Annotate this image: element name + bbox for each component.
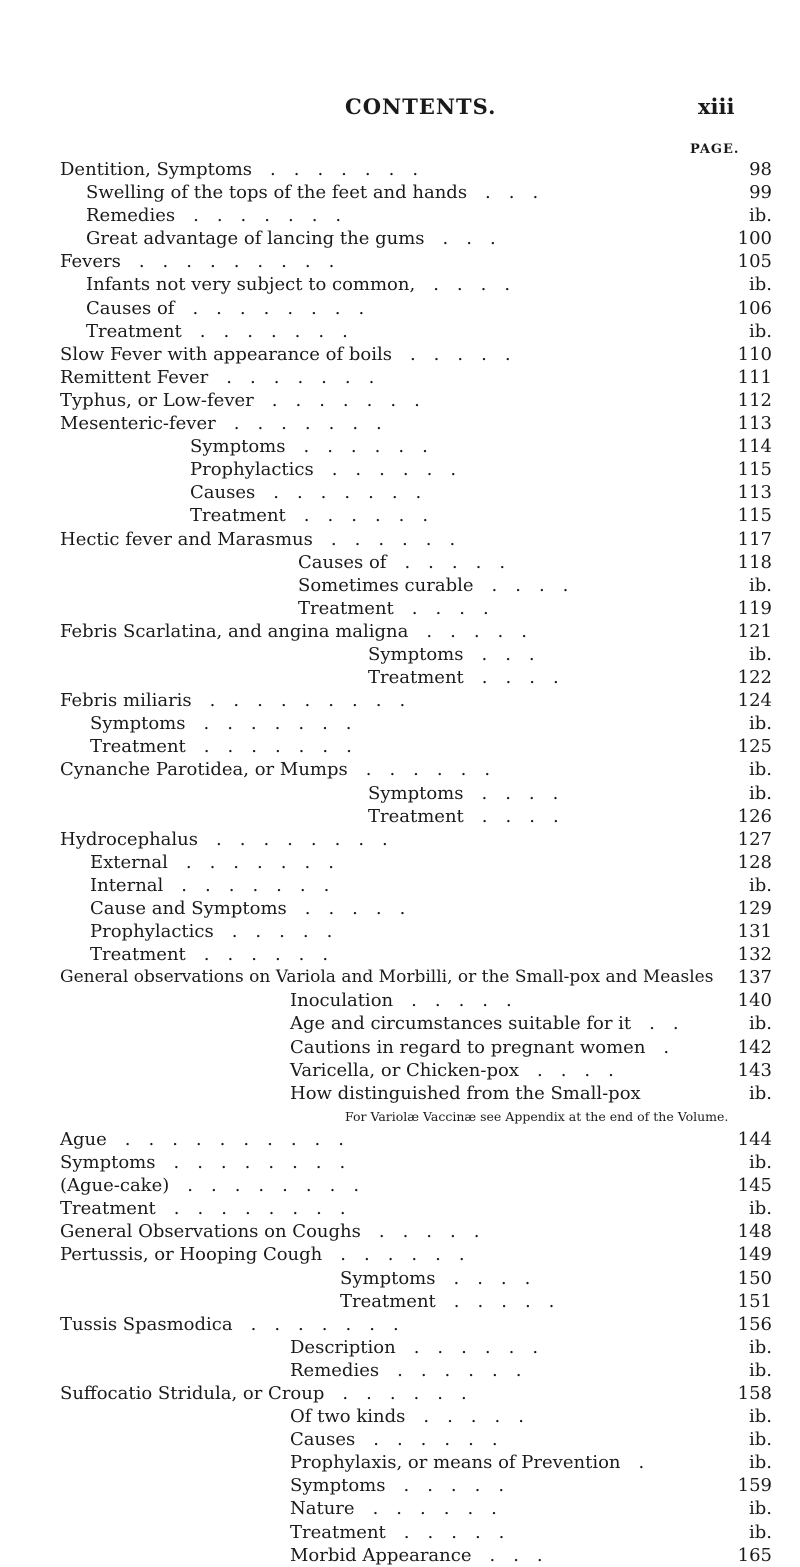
toc-entry-page: 113 [737,413,772,435]
toc-entry-page: 140 [737,990,772,1012]
toc-entry [0,1174,800,1197]
toc-entry [0,1428,800,1451]
toc-entry-text: Treatment . . . . . . . [86,320,348,342]
toc-entry-text: Treatment . . . . . [340,1290,555,1312]
toc-entry [0,1382,800,1405]
toc-entry-page: 144 [737,1128,772,1150]
toc-entry-page: ib. [748,874,772,896]
toc-entry-page: 99 [749,182,772,204]
toc-entry-page: 131 [737,921,772,943]
toc-entry-page: 149 [737,1244,772,1266]
toc-entry-text: Symptoms . . . . [368,782,559,804]
toc-entry-page: ib. [748,1521,772,1543]
toc-entry [0,1105,800,1128]
toc-entry-text: Great advantage of lancing the gums . . . [86,228,496,250]
toc-entry [0,966,800,989]
toc-entry-page: ib. [748,1406,772,1428]
toc-entry [0,1521,800,1544]
toc-entry [0,181,800,204]
toc-entry [0,435,800,458]
toc-entry [0,1012,800,1035]
toc-entry-text: Treatment . . . . . . [190,505,429,527]
toc-entry [0,250,800,273]
toc-entry-page: ib. [748,643,772,665]
toc-entry [0,1497,800,1520]
toc-entry [0,1451,800,1474]
toc-entry-text: General observations on Variola and Morbilli, or the Small-pox and Measles [60,967,714,988]
page-column-label: PAGE. [690,142,740,157]
toc-entry-page: 128 [737,851,772,873]
toc-entry [0,412,800,435]
toc-entry-text: Sometimes curable . . . . [298,574,569,596]
toc-entry [0,920,800,943]
toc-entry-text: Symptoms . . . . [340,1267,531,1289]
toc-entry-text: Pertussis, or Hooping Cough . . . . . . [60,1244,465,1266]
toc-entry [0,643,800,666]
toc-entry-text: Age and circumstances suitable for it . . [290,1013,679,1035]
toc-entry-page: ib. [748,1198,772,1220]
toc-entry-text: Internal . . . . . . . [90,874,330,896]
toc-entry-text: Slow Fever with appearance of boils . . . . . [60,343,511,365]
toc-entry-page: 137 [737,967,772,989]
toc-entry-text: Cynanche Parotidea, or Mumps . . . . . . [60,759,491,781]
toc-entry-page: 114 [737,436,772,458]
toc-entry-page: ib. [748,1082,772,1104]
toc-entry-text: Infants not very subject to common, . . . . [86,274,511,296]
toc-entry-page: 105 [737,251,772,273]
toc-entry-text: Treatment . . . . [368,667,559,689]
toc-entry-page: 142 [737,1036,772,1058]
toc-entry-page: 100 [737,228,772,250]
toc-entry-text: Inoculation . . . . . [290,990,512,1012]
toc-entry [0,620,800,643]
toc-entry [0,1059,800,1082]
toc-entry-text: Hydrocephalus . . . . . . . . [60,828,388,850]
toc-entry-page: 129 [737,898,772,919]
toc-entry-text: Tussis Spasmodica . . . . . . . [60,1313,399,1335]
toc-entry-page: ib. [748,1452,772,1474]
toc-entry [0,1082,800,1105]
toc-entry-text: Symptoms . . . [368,643,535,665]
toc-entry-text: Febris Scarlatina, and angina maligna . . . . . [60,620,527,642]
toc-entry [0,735,800,758]
toc-entry [0,666,800,689]
toc-entry-text: Treatment . . . . . . [90,944,329,966]
toc-entry-page: ib. [748,1152,772,1174]
toc-entry [0,528,800,551]
toc-entry-text: Treatment . . . . [298,597,489,619]
toc-entry [0,1197,800,1220]
toc-entry-page: ib. [748,274,772,296]
toc-entry [0,551,800,574]
toc-entry-page: 119 [737,597,772,619]
toc-entry [0,1267,800,1290]
toc-entry-text: Dentition, Symptoms . . . . . . . [60,159,419,180]
toc-entry-page: ib. [748,1359,772,1381]
toc-entry-text: Causes of . . . . . [298,551,506,573]
contents-list [0,158,800,1567]
toc-entry [0,943,800,966]
toc-entry [0,758,800,781]
toc-entry-text: Morbid Appearance . . . [290,1544,543,1566]
toc-entry-page: 156 [737,1313,772,1335]
toc-entry-text: Swelling of the tops of the feet and hands . . . [86,182,539,204]
toc-entry-text: Prophylactics . . . . . [90,921,333,943]
toc-entry [0,805,800,828]
toc-entry-text: For Variolæ Vaccinæ see Appendix at the end of the Volume. [345,1108,729,1124]
toc-entry-page: 165 [737,1544,772,1566]
toc-entry-text: Symptoms . . . . . . [190,436,428,458]
toc-entry [0,1405,800,1428]
toc-entry [0,897,800,920]
running-header-page-number: xiii [698,94,735,119]
toc-entry [0,1036,800,1059]
toc-entry [0,597,800,620]
toc-entry-page: 106 [737,297,772,319]
toc-entry-text: Fevers . . . . . . . . . [60,251,335,273]
toc-entry [0,320,800,343]
toc-entry [0,158,800,181]
toc-entry [0,297,800,320]
toc-entry-text: Symptoms . . . . . . . [90,713,352,735]
toc-entry [0,343,800,366]
toc-entry [0,273,800,296]
toc-entry-text: Symptoms . . . . . . . . [60,1152,346,1174]
toc-entry-text: Hectic fever and Marasmus . . . . . . [60,528,456,550]
toc-entry [0,1474,800,1497]
toc-entry-text: Cause and Symptoms . . . . . [90,898,406,919]
toc-entry-page: 158 [737,1382,772,1404]
toc-entry-page: 111 [737,366,772,388]
toc-entry-page: 115 [737,505,772,527]
toc-entry-page: 148 [737,1221,772,1243]
toc-entry-page: ib. [748,574,772,596]
toc-entry-page: 112 [737,389,772,411]
toc-entry-page: 113 [737,482,772,504]
toc-entry-text: Mesenteric-fever . . . . . . . [60,413,382,435]
toc-entry-page: 121 [737,620,772,642]
toc-entry-text: Of two kinds . . . . . [290,1406,524,1428]
toc-entry-text: Treatment . . . . . . . [90,736,352,758]
toc-entry-page: ib. [748,1429,772,1451]
toc-entry-text: How distinguished from the Small-pox [290,1082,641,1104]
toc-entry [0,574,800,597]
toc-entry-text: Treatment . . . . . . . . [60,1198,346,1220]
toc-entry [0,712,800,735]
toc-entry-text: Remittent Fever . . . . . . . [60,366,375,388]
toc-entry [0,481,800,504]
toc-entry-text: Treatment . . . . . [290,1521,505,1543]
toc-entry-page: ib. [748,205,772,227]
toc-entry-text: Remedies . . . . . . . [86,205,342,227]
toc-entry [0,504,800,527]
toc-entry-text: Typhus, or Low-fever . . . . . . . [60,389,420,411]
toc-entry-text: Prophylactics . . . . . . [190,459,457,481]
toc-entry [0,989,800,1012]
toc-entry-text: External . . . . . . . [90,851,334,873]
toc-entry-text: Varicella, or Chicken-pox . . . . [290,1059,614,1081]
toc-entry-page: 159 [737,1475,772,1497]
toc-entry-page: ib. [748,1498,772,1520]
toc-entry [0,204,800,227]
toc-entry-page: 115 [737,459,772,481]
toc-entry [0,458,800,481]
toc-entry [0,782,800,805]
toc-entry-page: ib. [748,759,772,781]
toc-entry-page: 127 [737,828,772,850]
toc-entry [0,1313,800,1336]
toc-entry-text: Symptoms . . . . . [290,1475,505,1497]
toc-entry [0,1359,800,1382]
toc-entry-text: Cautions in regard to pregnant women . [290,1036,670,1058]
toc-entry [0,1128,800,1151]
toc-entry-page: 132 [737,944,772,966]
toc-entry-text: Febris miliaris . . . . . . . . . [60,690,406,712]
toc-entry-text: Remedies . . . . . . [290,1359,522,1381]
toc-entry-text: Treatment . . . . [368,805,559,827]
toc-entry-page: ib. [748,1013,772,1035]
toc-entry [0,366,800,389]
toc-entry-text: (Ague-cake) . . . . . . . . [60,1175,360,1197]
toc-entry [0,874,800,897]
toc-entry-page: 145 [737,1175,772,1197]
toc-entry [0,1151,800,1174]
toc-entry-page: 124 [737,690,772,712]
toc-entry [0,851,800,874]
toc-entry-page: 118 [737,551,772,573]
toc-entry-page: 117 [737,528,772,550]
toc-entry-page: 122 [737,667,772,689]
toc-entry-text: Nature . . . . . . [290,1498,497,1520]
toc-entry-page: 98 [749,159,772,180]
toc-entry-page: 143 [737,1059,772,1081]
toc-entry [0,389,800,412]
toc-entry [0,1544,800,1567]
toc-entry-page: 151 [737,1290,772,1312]
toc-entry [0,1220,800,1243]
toc-entry-page: ib. [748,320,772,342]
toc-entry-page: 126 [737,805,772,827]
toc-entry [0,1336,800,1359]
toc-entry-page: ib. [748,713,772,735]
toc-entry [0,689,800,712]
toc-entry-text: Prophylaxis, or means of Prevention . [290,1452,645,1474]
toc-entry-text: Causes . . . . . . [290,1429,498,1451]
toc-entry [0,1243,800,1266]
toc-entry-text: Description . . . . . . [290,1336,539,1358]
toc-entry-text: Suffocatio Stridula, or Croup . . . . . . [60,1382,467,1404]
toc-entry-text: Causes of . . . . . . . . [86,297,365,319]
toc-entry-page: ib. [748,1336,772,1358]
toc-entry-page: 125 [737,736,772,758]
toc-entry-page: 150 [737,1267,772,1289]
toc-entry [0,1290,800,1313]
toc-entry-text: Ague . . . . . . . . . . [60,1128,344,1150]
toc-entry [0,828,800,851]
toc-entry-page: 110 [737,343,772,365]
running-header-title: CONTENTS. [345,94,497,119]
toc-entry-text: General Observations on Coughs . . . . . [60,1221,480,1243]
toc-entry-page: ib. [748,782,772,804]
toc-entry [0,227,800,250]
toc-entry-text: Causes . . . . . . . [190,482,422,504]
